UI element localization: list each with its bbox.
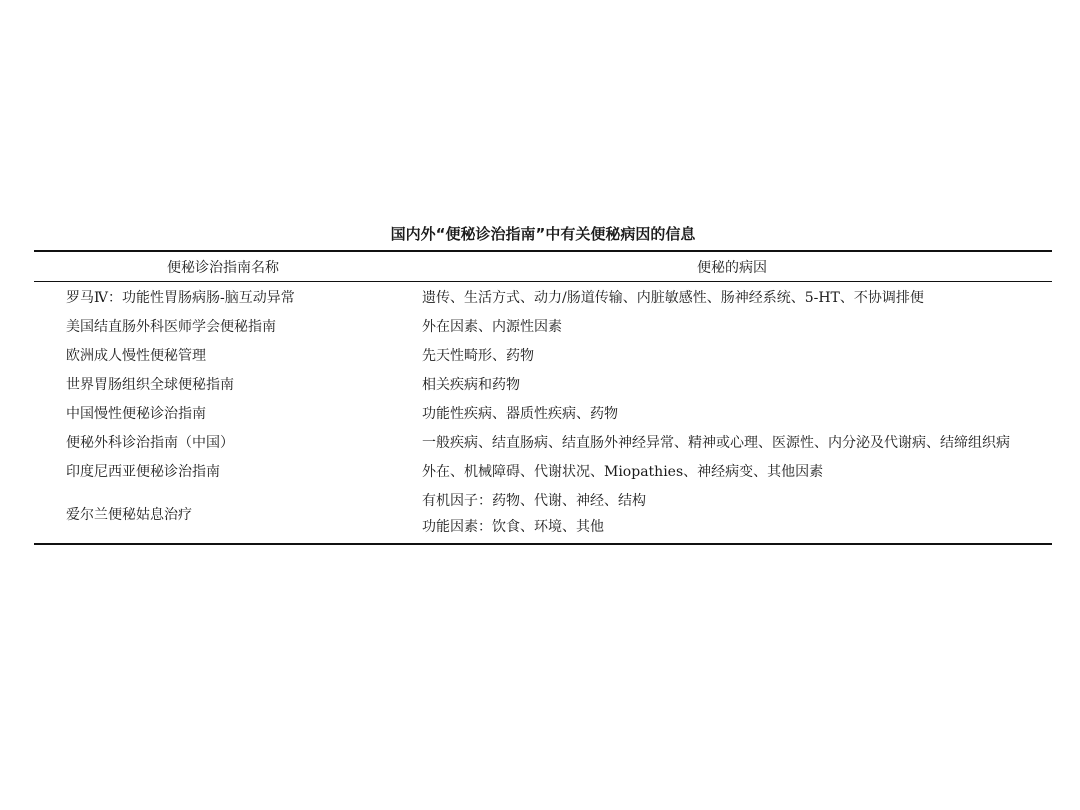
table-row: [34, 311, 1052, 340]
table-row: [34, 369, 1052, 398]
causes-cell: 外在因素、内源性因素: [422, 318, 562, 335]
column-header-guideline-name: 便秘诊治指南名称: [167, 259, 279, 276]
document: [34, 222, 1052, 545]
guideline-name-cell: 世界胃肠组织全球便秘指南: [66, 376, 234, 393]
table-row: [34, 282, 1052, 312]
table-header-row: [34, 251, 1052, 282]
guideline-name-cell: 罗马Ⅳ：功能性胃肠病肠-脑互动异常: [66, 289, 295, 306]
causes-cell: 功能性疾病、器质性疾病、药物: [422, 405, 618, 422]
column-header-causes: 便秘的病因: [697, 259, 767, 276]
guideline-name-cell: 欧洲成人慢性便秘管理: [66, 347, 206, 364]
guideline-name-cell: 美国结直肠外科医师学会便秘指南: [66, 318, 276, 335]
table-row: [34, 485, 1052, 544]
causes-cell: [412, 485, 1052, 544]
guideline-name-cell: 爱尔兰便秘姑息治疗: [66, 507, 192, 523]
guidelines-table: [34, 250, 1052, 545]
cause-line: 有机因子：药物、代谢、神经、结构: [422, 493, 646, 509]
table-row: [34, 340, 1052, 369]
cause-line: 功能因素：饮食、环境、其他: [422, 519, 604, 535]
causes-cell: 遗传、生活方式、动力/肠道传输、内脏敏感性、肠神经系统、5-HT、不协调排便: [422, 289, 924, 306]
causes-cell: 一般疾病、结直肠病、结直肠外神经异常、精神或心理、医源性、内分泌及代谢病、结缔组织病: [422, 434, 1010, 451]
causes-cell: 外在、机械障碍、代谢状况、Miopathies、神经病变、其他因素: [422, 463, 824, 480]
table-title: 国内外“便秘诊治指南”中有关便秘病因的信息: [390, 225, 696, 243]
causes-cell: 相关疾病和药物: [422, 376, 520, 393]
guideline-name-cell: 印度尼西亚便秘诊治指南: [66, 463, 220, 480]
table-row: [34, 427, 1052, 456]
causes-cell: 先天性畸形、药物: [422, 347, 534, 364]
guideline-name-cell: 中国慢性便秘诊治指南: [66, 405, 206, 422]
table-row: [34, 398, 1052, 427]
table-row: [34, 456, 1052, 485]
guideline-name-cell: 便秘外科诊治指南（中国）: [66, 434, 234, 451]
